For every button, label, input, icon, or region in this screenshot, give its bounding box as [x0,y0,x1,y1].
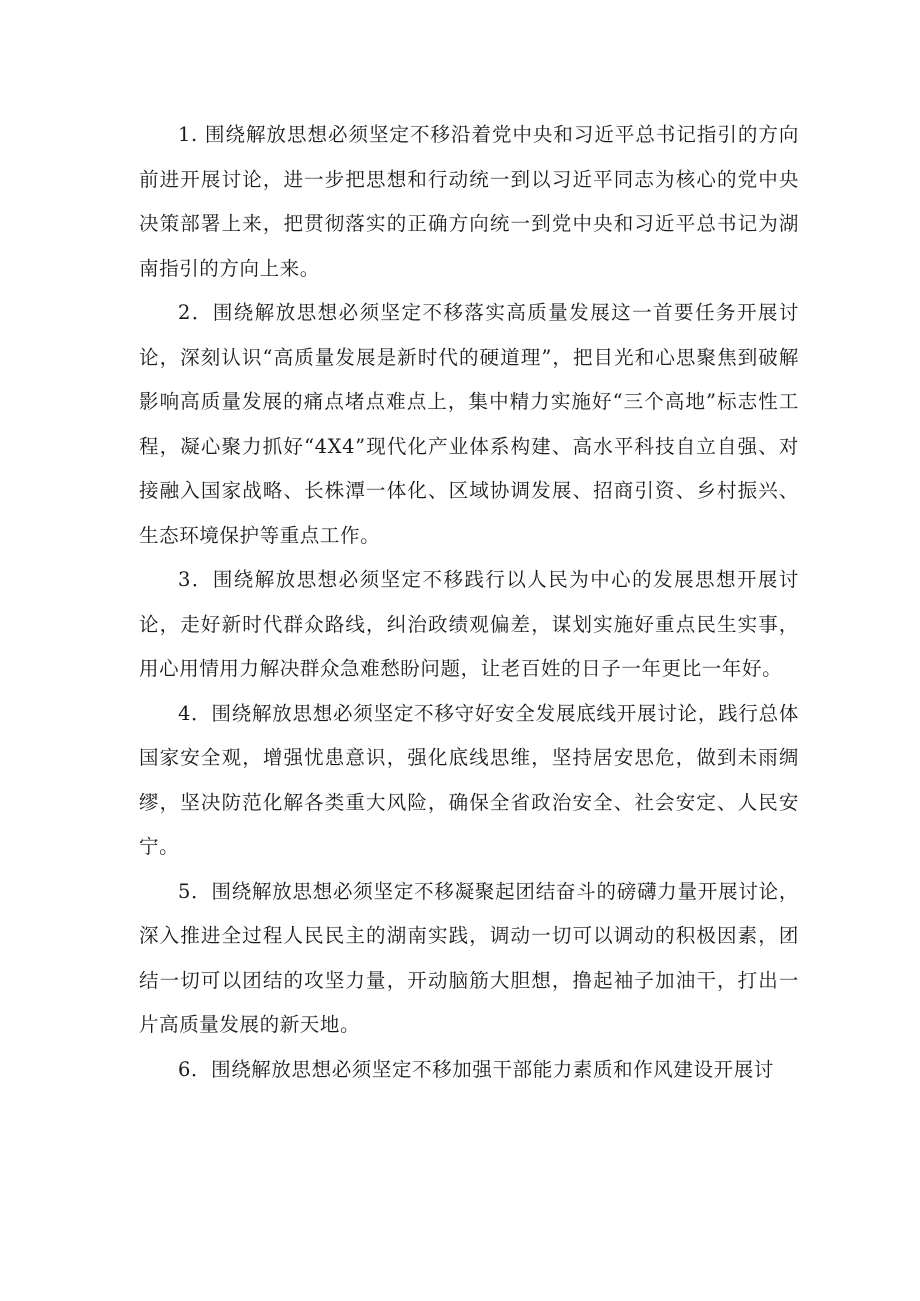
paragraph-4: 4．围绕解放思想必须坚定不移守好安全发展底线开展讨论，践行总体国家安全观，增强忧患意识，强化底线思维，坚持居安思危，做到未雨绸缪，坚决防范化解各类重大风险，确保全省政治安全、社会安定、人民安宁。 [139,701,799,858]
paragraph-1: 1. 围绕解放思想必须坚定不移沿着党中央和习近平总书记指引的方向前进开展讨论，进一步把思想和行动统一到以习近平同志为核心的党中央决策部署上来，把贯彻落实的正确方向统一到党中央和习近平总书记为湖南指引的方向上来。 [139,123,799,280]
paragraph-6: 6．围绕解放思想必须坚定不移加强干部能力素质和作风建设开展讨 [178,1057,774,1081]
document-body [139,113,799,1092]
paragraph-5: 5．围绕解放思想必须坚定不移凝聚起团结奋斗的磅礴力量开展讨论，深入推进全过程人民民主的湖南实践，调动一切可以调动的积极因素，团结一切可以团结的攻坚力量，开动脑筋大胆想，撸起袖子加油干，打出一片高质量发展的新天地。 [139,879,799,1036]
paragraph-2: 2．围绕解放思想必须坚定不移落实高质量发展这一首要任务开展讨论，深刻认识“高质量发展是新时代的硬道理”，把目光和心思聚焦到破解影响高质量发展的痛点堵点难点上，集中精力实施好“三个高地”标志性工程，凝心聚力抓好“4X4”现代化产业体系构建、高水平科技自立自强、对接融入国家战略、长株潭一体化、区域协调发展、招商引资、乡村振兴、生态环境保护等重点工作。 [139,301,799,547]
paragraph-3: 3．围绕解放思想必须坚定不移践行以人民为中心的发展思想开展讨论，走好新时代群众路线，纠治政绩观偏差，谋划实施好重点民生实事，用心用情用力解决群众急难愁盼问题，让老百姓的日子一年更比一年好。 [139,568,799,680]
